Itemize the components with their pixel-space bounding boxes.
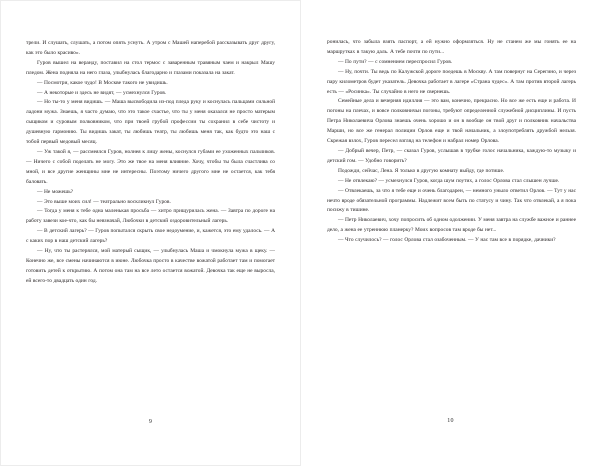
paragraph: — Уж такой я, — рассмеялся Гуров, нолнея к лицу жены, коснулся губами ее ухоженных пальчиков. — Ничего с собой поделать не могу. Это же твое на меня влияние. Хочу, чтобы ты была счастлива со мной, и все другие женщины мне не интересны. Поэтому ничего другого мне не остается, как тебя баловать. xyxy=(26,148,275,185)
paragraph: — Это выше моих сил! — театрально воскликнул Гуров. xyxy=(37,198,171,205)
paragraph: Гуров вышел на веранду, поставил на стол термос с заваренным травяным чаем и накрыл Машу пледом. Жена подняла на него глаза, улыбнулась благодарно и глазами показала на закат. xyxy=(26,59,275,76)
page-number-left: 9 xyxy=(148,419,153,425)
paragraph: — По пути? — с сомнением переспросил Гуров. xyxy=(338,58,453,65)
paragraph: — А некоторые и здесь не видят, — усмехнулся Гуров. xyxy=(37,89,167,96)
paragraph: трели. И слушать, слушать, а потом опять уснуть. А утром с Машей наперебой рассказывать друг другу, как это было красиво». xyxy=(26,40,275,56)
paragraph: — Не можешь? xyxy=(37,188,74,195)
paragraph: — Тогда у меня к тебе одна маленькая просьба — хитро прищурилась жена. — Завтра по дороге на работу завези кое-что, как бы невзначай, Любочки в детский оздоровительный лагерь. xyxy=(26,208,275,225)
paragraph: — Добрый вечер, Петр, — сказал Гуров, услышав в трубке голос начальника, каждую-то музыку и детский гом. — Удобно говорить? xyxy=(327,147,576,164)
paragraph: Подожди, сейчас, Лена. Я только в другую комнату выйду, где потише. xyxy=(338,167,505,174)
paragraph: — Ну, почти. Ты ведь по Калужской дороге поедешь в Москву. А там повернуг на Серегино, и через пару километров будет указатель. Девочка работает в лагере «Страна чудес». А там против второй лагерь есть — «Росинка». Ты случайно в него не свернешь. xyxy=(327,68,576,95)
paragraph: — Ну, что ты растерялся, мой матерый сыщик, — улыбнулась Маша и чмокнула мужа в щеку. — Конечно же, все смены начинаются в июне. Любочка просто в качестве вожатой работает там и помогает готовить детей к открытию. А потом она там на все лето остается вожатой. Девочка так еще не выросла, ей всего-то двадцать один год. xyxy=(26,248,275,284)
right-page xyxy=(300,0,600,466)
paragraph: ронилась, что забыла взять паспорт, а ей нужно оформляться. Ну не станем же мы гонять ее на маршрутках в такую даль. А тебе почти по пути... xyxy=(327,39,576,55)
page-number-right: 10 xyxy=(447,418,454,424)
paragraph: — Посмотри, какое чудо! В Москве такого не увидишь. xyxy=(37,79,168,86)
paragraph: — Петр Николаевич, хочу попросить об одном одолжении. У меня завтра на службе важное и раннее дело, а жена ее утреннюю планерку? Моих вопросов там вроде бы нет... xyxy=(327,217,576,234)
paragraph: — Отвлекаешь, за что я тебе еще и очень благодарен, — немного уныло ответил Орлов. — Тут у нас нечто вроде обязательной программы. Надлежит всем быть по статусу и чину. Так что отвлекай, а я пока посижу в тишине. xyxy=(327,187,576,214)
paragraph: — Но ты-то у меня видишь. — Маша высвободила из-под пледа руку и коснулась пальцами сильной ладони мужа. Знаешь, я часто думаю, что это такое счастье, что ты у меня оказался не просто матерым сыщиком и суровым полковником, что при твоей грубой профессии ты сохранил в себе чистоту и душевную гармонию. Ты видишь закат, ты любишь театр, ты любишь меня так, как будто это наш с тобой первый медовый месяц. xyxy=(26,99,275,146)
paragraph: Семейные дела и вечерняя идиллия — это вам, конечно, прекрасно. Но все же есть еще и работа. И погоны на плечах, и вовсе полковничьи погоны, требуют определенной служебной дисциплины. И пусть Петра Николаевича Орлова знаешь очень хорошо и он в вообще он твой друг и полковник начальства Марши, но все же генерал полиции Орлов еще и твой начальник, а злоупотреблять дружбой нельзя. Скрежая взлох, Гуров пересел взгляд на телефон и набрал номер Орлова. xyxy=(327,98,576,145)
paragraph: — Не отвлекаю? — усмехнулся Гуров, когда шум поутих, а голос Орлова стал слышен лучше. xyxy=(338,177,560,184)
right-page-textblock xyxy=(327,38,576,246)
paragraph: — Что случилось? — голос Орлова стал озабоченным. — У нас там все в порядке, дачники? xyxy=(338,237,556,244)
paragraph: — В детский лагерь? — Гуров попытался скрыть свое недоумение, и, кажется, это ему удалось. — А с каких пор в наш детский лагерь? xyxy=(26,228,275,245)
left-page-textblock xyxy=(26,39,275,287)
